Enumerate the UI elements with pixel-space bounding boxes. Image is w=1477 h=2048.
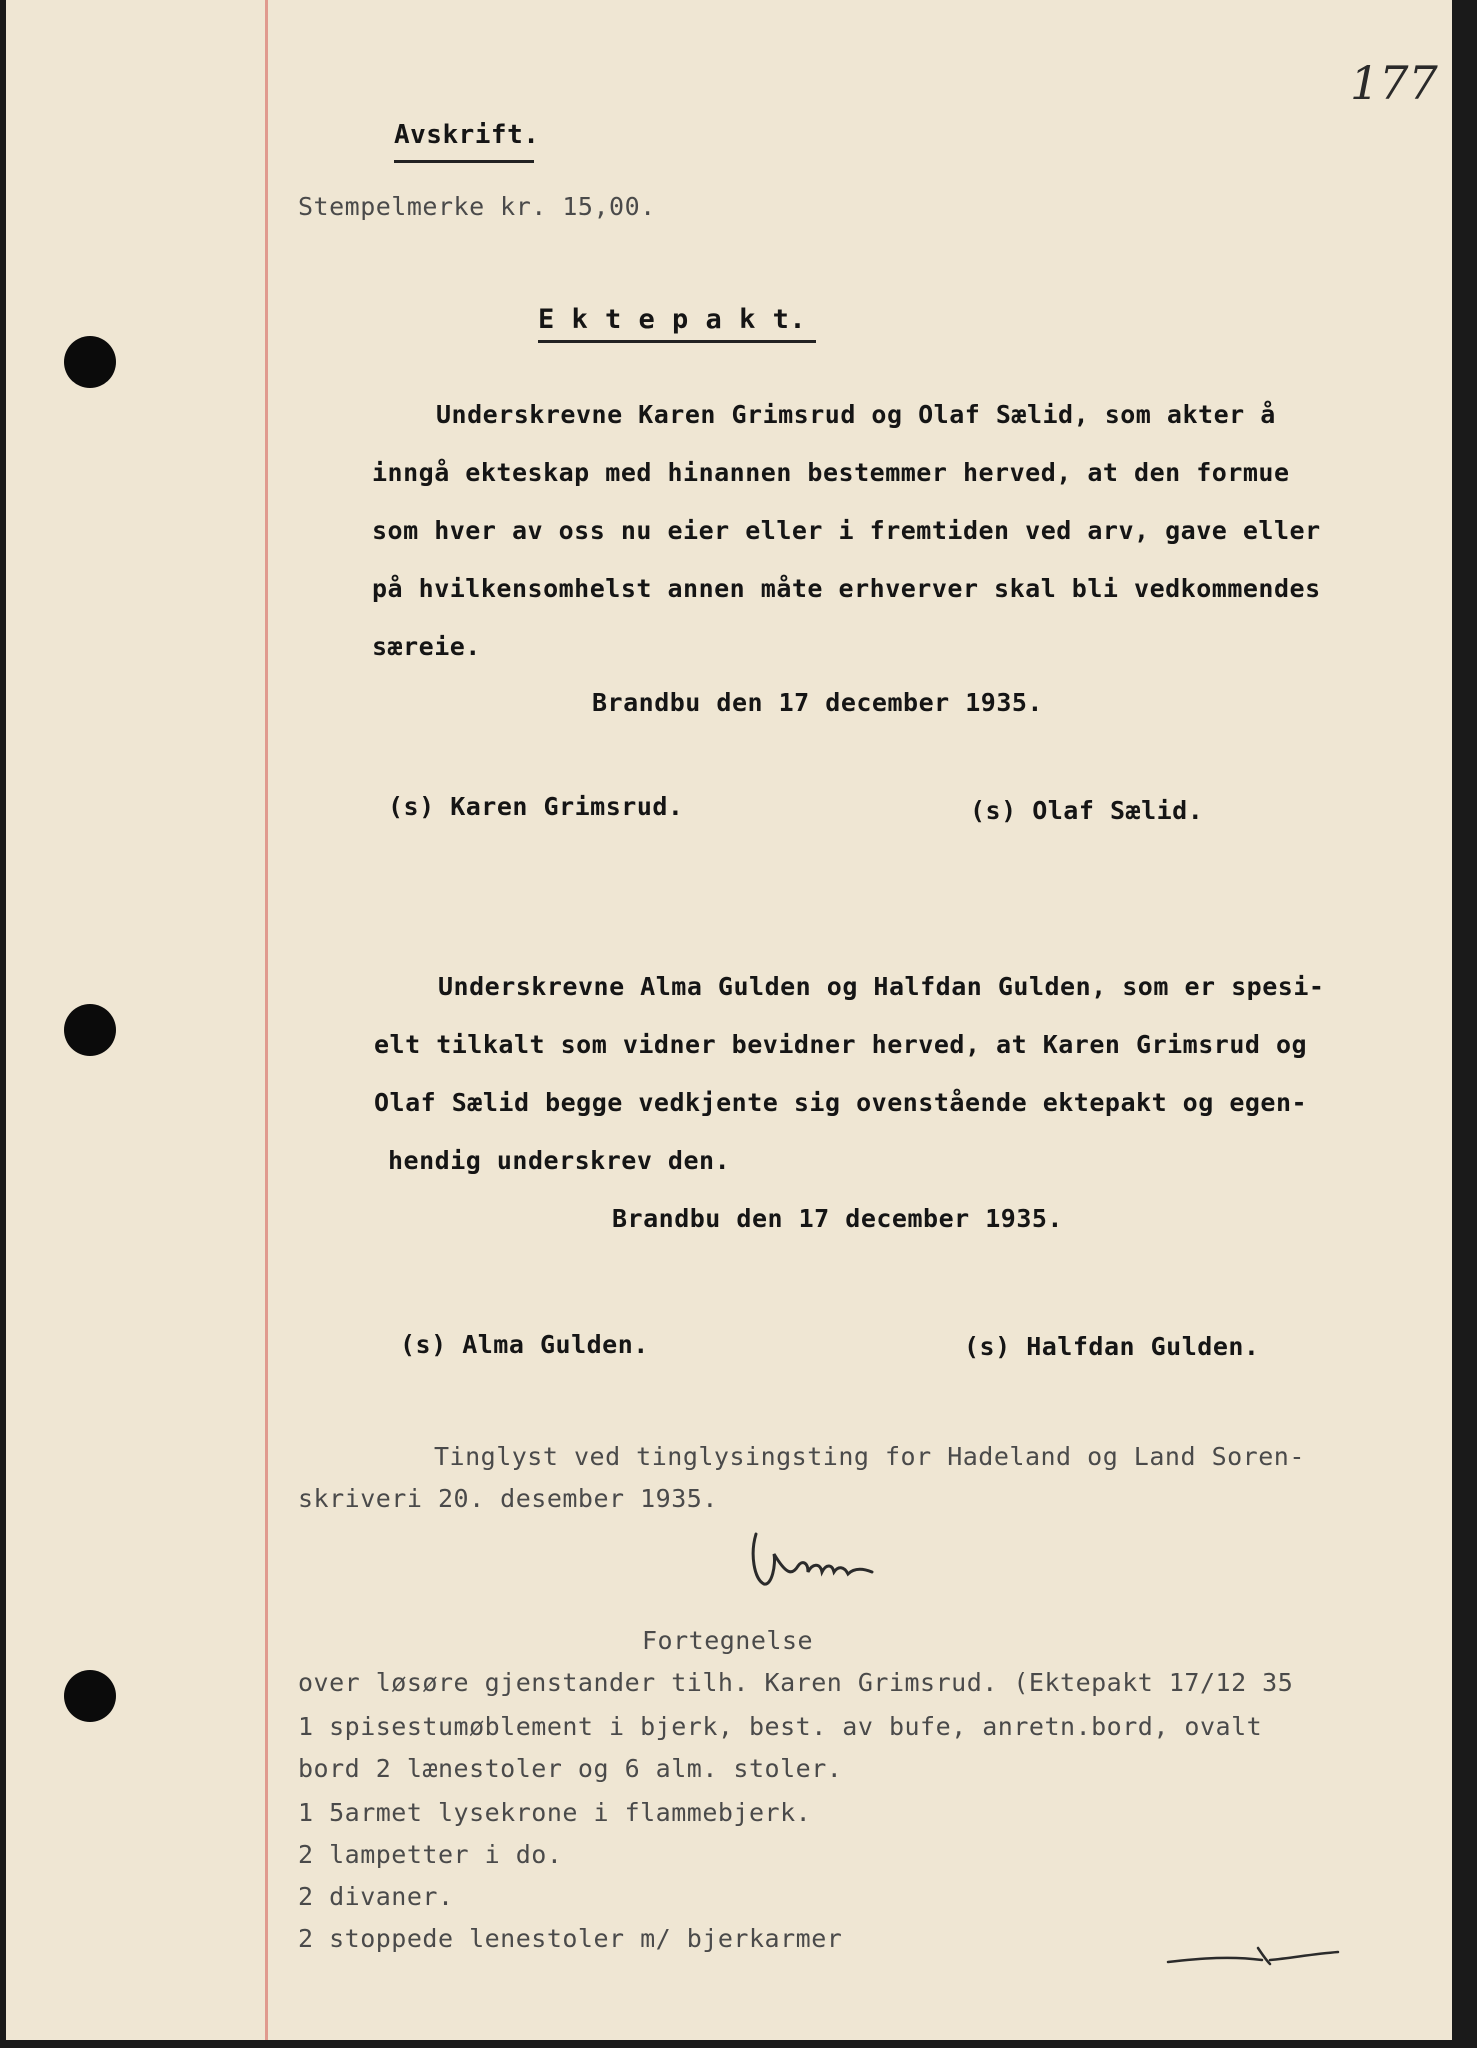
handwritten-mark	[1162, 1940, 1342, 1980]
witness-date: Brandbu den 17 december 1935.	[612, 1204, 1063, 1233]
heading-underline	[538, 340, 816, 343]
inventory-item: 1 spisestumøblement i bjerk, best. av bufe, anretn.bord, ovalt	[298, 1712, 1263, 1741]
paragraph1-line: Underskrevne Karen Grimsrud og Olaf Sælid, som akter å	[436, 400, 1276, 429]
inventory-item: 1 5armet lysekrone i flammebjerk.	[298, 1798, 812, 1827]
registration-line: Tinglyst ved tinglysingsting for Hadeland og Land Soren-	[434, 1442, 1305, 1471]
handwritten-signature	[746, 1524, 886, 1594]
signature-karen: (s) Karen Grimsrud.	[388, 792, 684, 821]
paragraph1-line: som hver av oss nu eier eller i fremtiden ved arv, gave eller	[372, 516, 1321, 545]
page-number: 177	[1350, 56, 1438, 110]
contract-date: Brandbu den 17 december 1935.	[592, 688, 1043, 717]
inventory-item: 2 lampetter i do.	[298, 1840, 563, 1869]
document-page	[6, 0, 1452, 2040]
paragraph2-line: hendig underskrev den.	[388, 1146, 731, 1175]
document-title: Avskrift.	[394, 120, 540, 150]
punch-hole	[64, 336, 116, 388]
inventory-item: 2 stoppede lenestoler m/ bjerkarmer	[298, 1924, 843, 1953]
paragraph2-line: elt tilkalt som vidner bevidner herved, at Karen Grimsrud og	[374, 1030, 1308, 1059]
margin-line	[265, 0, 268, 2040]
signature-halfdan: (s) Halfdan Gulden.	[964, 1332, 1260, 1361]
inventory-item: bord 2 lænestoler og 6 alm. stoler.	[298, 1754, 843, 1783]
paragraph2-line: Olaf Sælid begge vedkjente sig ovenstående ektepakt og egen-	[374, 1088, 1308, 1117]
contract-heading: E k t e p a k t.	[538, 304, 807, 335]
inventory-subtitle: over løsøre gjenstander tilh. Karen Grimsrud. (Ektepakt 17/12 35	[298, 1668, 1294, 1697]
signature-alma: (s) Alma Gulden.	[400, 1330, 649, 1359]
stamp-note: Stempelmerke kr. 15,00.	[298, 192, 656, 221]
title-underline	[394, 160, 534, 163]
inventory-title: Fortegnelse	[642, 1626, 814, 1655]
paragraph2-line: Underskrevne Alma Gulden og Halfdan Gulden, som er spesi-	[438, 972, 1325, 1001]
inventory-item: 2 divaner.	[298, 1882, 454, 1911]
punch-hole	[64, 1004, 116, 1056]
signature-olaf: (s) Olaf Sælid.	[970, 796, 1204, 825]
registration-line: skriveri 20. desember 1935.	[298, 1484, 718, 1513]
paragraph1-line: særeie.	[372, 632, 481, 661]
punch-hole	[64, 1670, 116, 1722]
paragraph1-line: på hvilkensomhelst annen måte erhverver skal bli vedkommendes	[372, 574, 1321, 603]
paragraph1-line: inngå ekteskap med hinannen bestemmer herved, at den formue	[372, 458, 1290, 487]
